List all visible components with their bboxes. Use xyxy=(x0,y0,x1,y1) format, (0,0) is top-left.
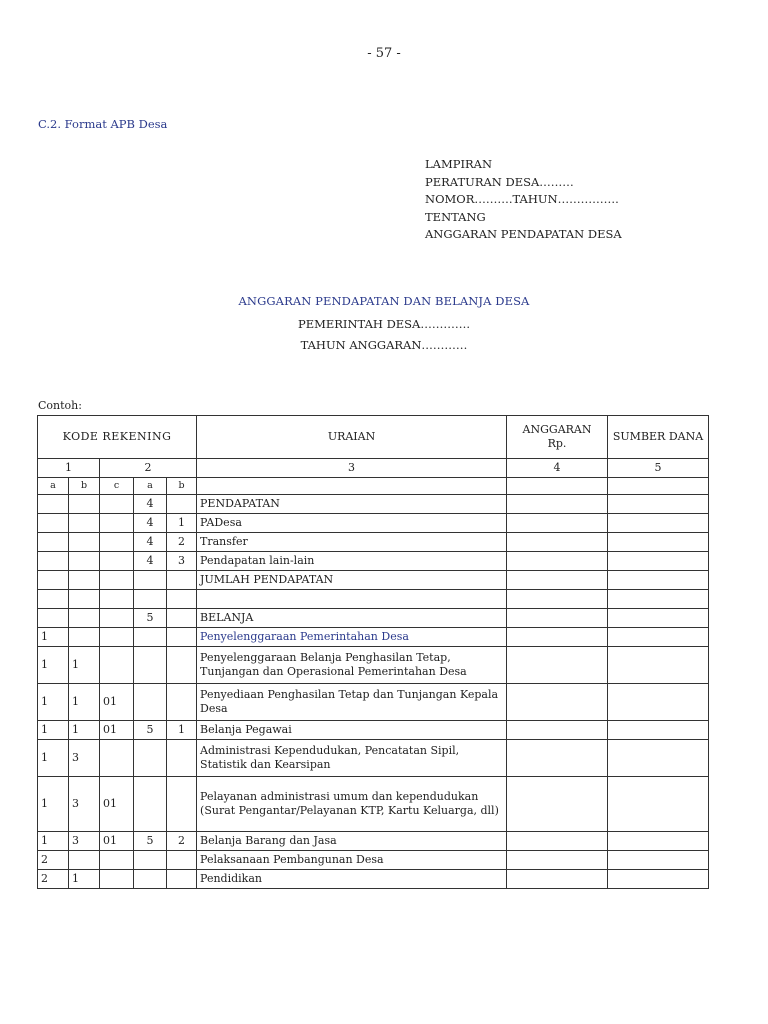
table-row xyxy=(38,740,709,777)
sub-column-label: b xyxy=(69,478,100,495)
sumber-dana-cell xyxy=(608,832,709,851)
kode-cell: 1 xyxy=(167,514,197,533)
table-row xyxy=(38,721,709,740)
kode-cell: 1 xyxy=(38,628,69,647)
sub-column-empty xyxy=(608,478,709,495)
kode-cell xyxy=(100,628,134,647)
sumber-dana-cell xyxy=(608,777,709,832)
kode-cell xyxy=(69,590,100,609)
kode-cell xyxy=(38,533,69,552)
header-sumber-dana: SUMBER DANA xyxy=(608,416,709,459)
kode-cell xyxy=(38,552,69,571)
table-row xyxy=(38,628,709,647)
subtitle-tahun-anggaran: TAHUN ANGGARAN………… xyxy=(300,338,468,352)
anggaran-cell xyxy=(507,851,608,870)
kode-cell: 2 xyxy=(38,851,69,870)
kode-cell xyxy=(167,590,197,609)
kode-cell: 01 xyxy=(100,777,134,832)
kode-cell xyxy=(134,571,167,590)
kode-cell: 01 xyxy=(100,684,134,721)
sub-column-label: a xyxy=(134,478,167,495)
header-kode-rekening: KODE REKENING xyxy=(38,416,197,459)
column-number: 4 xyxy=(507,459,608,478)
kode-cell: 1 xyxy=(38,740,69,777)
subtitle-pemerintah-desa: PEMERINTAH DESA…………. xyxy=(297,317,471,331)
anggaran-cell xyxy=(507,571,608,590)
kode-cell xyxy=(100,571,134,590)
sumber-dana-cell xyxy=(608,571,709,590)
sub-column-empty xyxy=(507,478,608,495)
header-anggaran-unit: Rp. xyxy=(547,437,567,450)
sumber-dana-cell xyxy=(608,647,709,684)
table-row xyxy=(38,684,709,721)
kode-cell xyxy=(167,851,197,870)
kode-cell xyxy=(100,495,134,514)
uraian-cell: Pendapatan lain-lain xyxy=(197,552,507,571)
kode-cell: 2 xyxy=(167,533,197,552)
table-row xyxy=(38,514,709,533)
kode-cell: 1 xyxy=(69,684,100,721)
kode-cell: 1 xyxy=(167,721,197,740)
sumber-dana-cell xyxy=(608,609,709,628)
header-anggaran-label: ANGGARAN xyxy=(522,422,592,436)
sub-column-row xyxy=(38,478,709,495)
uraian-cell: Penyelenggaraan Belanja Penghasilan Tetap, Tunjangan dan Operasional Pemerintahan Desa xyxy=(197,647,507,684)
kode-cell xyxy=(38,609,69,628)
kode-cell xyxy=(38,590,69,609)
kode-cell xyxy=(134,777,167,832)
table-row xyxy=(38,609,709,628)
kode-cell xyxy=(69,514,100,533)
kode-cell xyxy=(134,851,167,870)
kode-cell xyxy=(38,571,69,590)
table-row xyxy=(38,590,709,609)
kode-cell xyxy=(69,571,100,590)
sumber-dana-cell xyxy=(608,851,709,870)
header-anggaran xyxy=(507,416,608,459)
sumber-dana-cell xyxy=(608,495,709,514)
kode-cell xyxy=(134,647,167,684)
sumber-dana-cell xyxy=(608,514,709,533)
sumber-dana-cell xyxy=(608,740,709,777)
section-heading: C.2. Format APB Desa xyxy=(38,117,168,131)
lampiran-line: LAMPIRAN xyxy=(425,157,493,171)
kode-cell: 4 xyxy=(134,533,167,552)
sumber-dana-cell xyxy=(608,684,709,721)
kode-cell xyxy=(167,870,197,889)
sumber-dana-cell xyxy=(608,590,709,609)
sumber-dana-cell xyxy=(608,721,709,740)
kode-cell xyxy=(167,609,197,628)
uraian-cell: Administrasi Kependudukan, Pencatatan Sipil, Statistik dan Kearsipan xyxy=(197,740,507,777)
kode-cell: 5 xyxy=(134,832,167,851)
apb-table xyxy=(37,415,709,889)
uraian-cell: JUMLAH PENDAPATAN xyxy=(197,571,507,590)
kode-cell: 01 xyxy=(100,832,134,851)
kode-cell xyxy=(69,533,100,552)
column-number-row xyxy=(38,459,709,478)
kode-cell xyxy=(167,777,197,832)
kode-cell: 3 xyxy=(69,832,100,851)
sub-column-label: b xyxy=(167,478,197,495)
kode-cell: 4 xyxy=(134,552,167,571)
kode-cell xyxy=(100,870,134,889)
kode-cell: 1 xyxy=(69,647,100,684)
kode-cell xyxy=(69,851,100,870)
lampiran-line: PERATURAN DESA……… xyxy=(425,174,574,189)
anggaran-cell xyxy=(507,870,608,889)
table-row xyxy=(38,571,709,590)
kode-cell: 1 xyxy=(69,870,100,889)
anggaran-cell xyxy=(507,609,608,628)
uraian-cell: Transfer xyxy=(197,533,507,552)
document-title: ANGGARAN PENDAPATAN DAN BELANJA DESA xyxy=(238,294,530,308)
kode-cell xyxy=(69,609,100,628)
sub-column-label: a xyxy=(38,478,69,495)
kode-cell xyxy=(100,533,134,552)
kode-cell xyxy=(100,552,134,571)
kode-cell: 2 xyxy=(167,832,197,851)
uraian-cell: Pendidikan xyxy=(197,870,507,889)
kode-cell xyxy=(100,590,134,609)
page-number: - 57 - xyxy=(367,46,401,61)
lampiran-line: ANGGARAN PENDAPATAN DESA xyxy=(425,227,622,241)
uraian-cell: PADesa xyxy=(197,514,507,533)
kode-cell xyxy=(167,740,197,777)
column-number: 5 xyxy=(608,459,709,478)
header-uraian: URAIAN xyxy=(197,416,507,459)
kode-cell xyxy=(134,590,167,609)
anggaran-cell xyxy=(507,740,608,777)
kode-cell xyxy=(100,609,134,628)
column-number: 1 xyxy=(38,459,100,478)
lampiran-line: NOMOR……….TAHUN……………. xyxy=(425,192,619,206)
kode-cell xyxy=(100,514,134,533)
sumber-dana-cell xyxy=(608,533,709,552)
kode-cell xyxy=(69,495,100,514)
table-row xyxy=(38,832,709,851)
anggaran-cell xyxy=(507,628,608,647)
kode-cell: 4 xyxy=(134,514,167,533)
table-row xyxy=(38,851,709,870)
sumber-dana-cell xyxy=(608,552,709,571)
kode-cell: 5 xyxy=(134,609,167,628)
kode-cell xyxy=(134,870,167,889)
kode-cell xyxy=(167,628,197,647)
anggaran-cell xyxy=(507,514,608,533)
contoh-label: Contoh: xyxy=(38,399,82,412)
column-number: 3 xyxy=(197,459,507,478)
lampiran-block xyxy=(425,156,622,244)
kode-cell xyxy=(100,851,134,870)
kode-cell: 2 xyxy=(38,870,69,889)
anggaran-cell xyxy=(507,590,608,609)
kode-cell: 4 xyxy=(134,495,167,514)
anggaran-cell xyxy=(507,721,608,740)
uraian-cell: Pelayanan administrasi umum dan kependudukan (Surat Pengantar/Pelayanan KTP, Kartu Keluarga, dll) xyxy=(197,777,507,832)
uraian-cell: BELANJA xyxy=(197,609,507,628)
kode-cell: 1 xyxy=(38,832,69,851)
column-number: 2 xyxy=(100,459,197,478)
anggaran-cell xyxy=(507,684,608,721)
kode-cell xyxy=(38,495,69,514)
kode-cell xyxy=(167,684,197,721)
anggaran-cell xyxy=(507,533,608,552)
kode-cell: 01 xyxy=(100,721,134,740)
anggaran-cell xyxy=(507,832,608,851)
uraian-cell: Penyelenggaraan Pemerintahan Desa xyxy=(197,628,507,647)
uraian-cell: Penyediaan Penghasilan Tetap dan Tunjangan Kepala Desa xyxy=(197,684,507,721)
sub-column-empty xyxy=(197,478,507,495)
table-row xyxy=(38,647,709,684)
kode-cell: 1 xyxy=(69,721,100,740)
kode-cell xyxy=(69,628,100,647)
lampiran-line: TENTANG xyxy=(425,209,486,224)
table-row xyxy=(38,870,709,889)
anggaran-cell xyxy=(507,552,608,571)
table-row xyxy=(38,552,709,571)
table-row xyxy=(38,495,709,514)
anggaran-cell xyxy=(507,777,608,832)
table-row xyxy=(38,777,709,832)
kode-cell xyxy=(100,647,134,684)
kode-cell xyxy=(167,495,197,514)
uraian-cell: Belanja Barang dan Jasa xyxy=(197,832,507,851)
sub-column-label: c xyxy=(100,478,134,495)
kode-cell: 5 xyxy=(134,721,167,740)
sumber-dana-cell xyxy=(608,628,709,647)
kode-cell: 3 xyxy=(69,740,100,777)
kode-cell xyxy=(167,571,197,590)
uraian-cell: Pelaksanaan Pembangunan Desa xyxy=(197,851,507,870)
table-header-row xyxy=(38,416,709,459)
table-row xyxy=(38,533,709,552)
anggaran-cell xyxy=(507,495,608,514)
uraian-cell: PENDAPATAN xyxy=(197,495,507,514)
anggaran-cell xyxy=(507,647,608,684)
kode-cell xyxy=(167,647,197,684)
kode-cell: 3 xyxy=(69,777,100,832)
kode-cell xyxy=(134,740,167,777)
kode-cell: 1 xyxy=(38,684,69,721)
sumber-dana-cell xyxy=(608,870,709,889)
uraian-cell: Belanja Pegawai xyxy=(197,721,507,740)
kode-cell xyxy=(134,684,167,721)
kode-cell xyxy=(134,628,167,647)
kode-cell: 1 xyxy=(38,777,69,832)
kode-cell: 3 xyxy=(167,552,197,571)
kode-cell xyxy=(38,514,69,533)
kode-cell xyxy=(69,552,100,571)
uraian-cell xyxy=(197,590,507,609)
kode-cell: 1 xyxy=(38,647,69,684)
kode-cell: 1 xyxy=(38,721,69,740)
kode-cell xyxy=(100,740,134,777)
